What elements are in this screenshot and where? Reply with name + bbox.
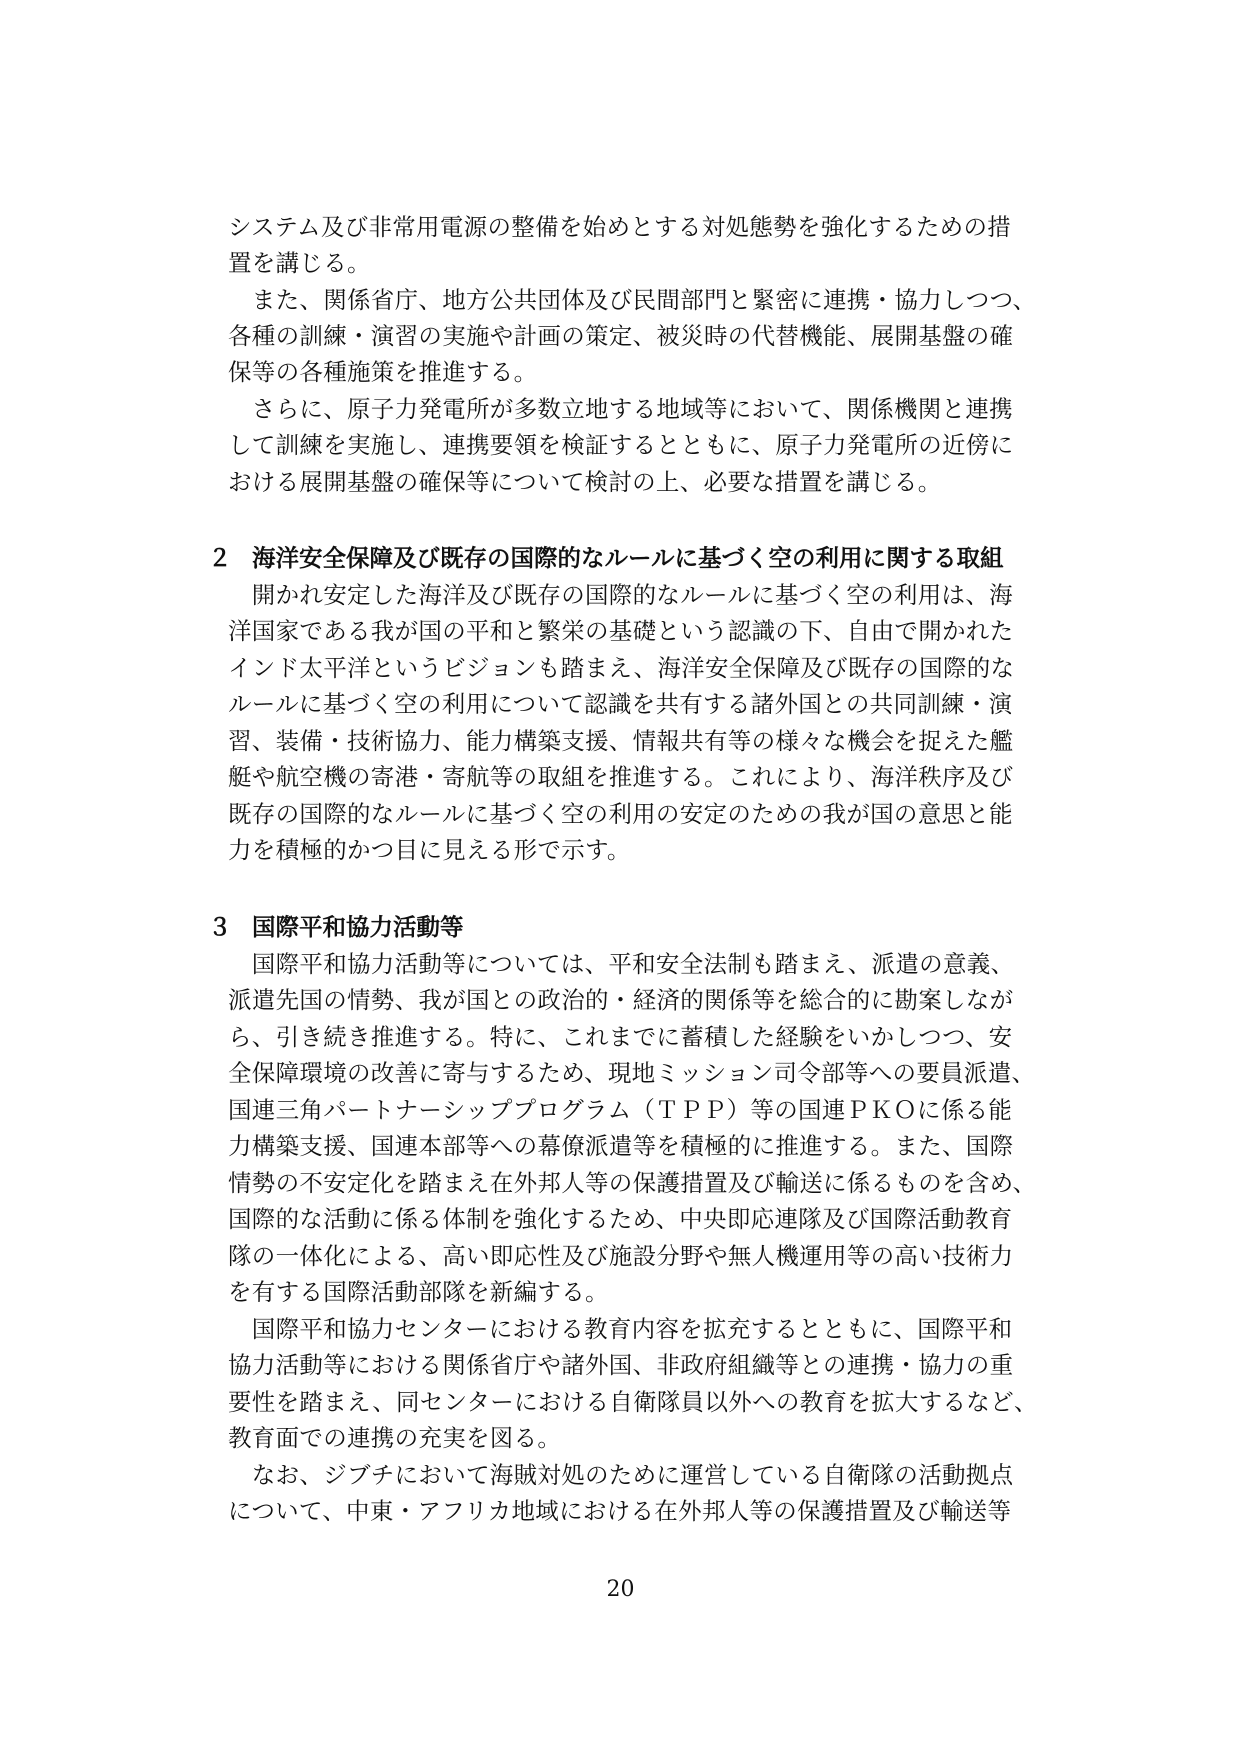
paragraph-line: 国連三角パートナーシッププログラム（ＴＰＰ）等の国連ＰＫＯに係る能 — [228, 1096, 1013, 1124]
paragraph-line: 置を講じる。 — [228, 249, 371, 277]
paragraph-line: を有する国際活動部隊を新編する。 — [228, 1278, 609, 1306]
paragraph-line: 全保障環境の改善に寄与するため、現地ミッション司令部等への要員派遣、 — [228, 1059, 1036, 1087]
paragraph-line: 協力活動等における関係省庁や諸外国、非政府組織等との連携・協力の重 — [228, 1351, 1014, 1379]
paragraph-line: して訓練を実施し、連携要領を検証するとともに、原子力発電所の近傍に — [228, 431, 1014, 459]
paragraph-line: インド太平洋というビジョンも踏まえ、海洋安全保障及び既存の国際的な — [228, 654, 1015, 682]
paragraph-line: ルールに基づく空の利用について認識を共有する諸外国との共同訓練・演 — [228, 690, 1013, 718]
paragraph-line: 習、装備・技術協力、能力構築支援、情報共有等の様々な機会を捉えた艦 — [228, 727, 1014, 755]
paragraph-line: 既存の国際的なルールに基づく空の利用の安定のための我が国の意思と能 — [228, 800, 1013, 828]
paragraph-line: 要性を踏まえ、同センターにおける自衛隊員以外への教育を拡大するなど、 — [228, 1388, 1038, 1416]
paragraph-line: 力を積極的かつ目に見える形で示す。 — [228, 836, 631, 864]
paragraph-line: 国際平和協力センターにおける教育内容を拡充するとともに、国際平和 — [228, 1315, 1013, 1343]
paragraph-line: 開かれ安定した海洋及び既存の国際的なルールに基づく空の利用は、海 — [228, 581, 1013, 609]
paragraph-line: 保等の各種施策を推進する。 — [228, 358, 538, 386]
section-number: ３ — [208, 913, 232, 941]
paragraph-line: 派遣先国の情勢、我が国との政治的・経済的関係等を総合的に勘案しなが — [228, 986, 1014, 1014]
paragraph-line: おける展開基盤の確保等について検討の上、必要な措置を講じる。 — [228, 468, 942, 496]
paragraph-line: 隊の一体化による、高い即応性及び施設分野や無人機運用等の高い技術力 — [228, 1242, 1014, 1270]
page-number: 20 — [606, 1577, 635, 1602]
paragraph-line: なお、ジブチにおいて海賊対処のために運営している自衛隊の活動拠点 — [228, 1461, 1014, 1489]
section-heading-2 — [208, 542, 1004, 574]
paragraph-line: 情勢の不安定化を踏まえ在外邦人等の保護措置及び輸送に係るものを含め、 — [228, 1169, 1037, 1197]
paragraph-line: 国際平和協力活動等については、平和安全法制も踏まえ、派遣の意義、 — [228, 950, 1015, 978]
paragraph-line: システム及び非常用電源の整備を始めとする対処態勢を強化するための措 — [228, 213, 1012, 241]
paragraph-line: 艇や航空機の寄港・寄航等の取組を推進する。これにより、海洋秩序及び — [228, 763, 1014, 791]
section-title: 国際平和協力活動等 — [252, 913, 464, 941]
paragraph-line: さらに、原子力発電所が多数立地する地域等において、関係機関と連携 — [228, 395, 1013, 423]
paragraph-line: 各種の訓練・演習の実施や計画の策定、被災時の代替機能、展開基盤の確 — [228, 322, 1014, 350]
section-title: 海洋安全保障及び既存の国際的なルールに基づく空の利用に関する取組 — [252, 544, 1004, 572]
section-number: ２ — [208, 544, 232, 572]
paragraph-line: また、関係省庁、地方公共団体及び民間部門と緊密に連携・協力しつつ、 — [228, 286, 1037, 314]
paragraph-line: 力構築支援、国連本部等への幕僚派遣等を積極的に推進する。また、国際 — [228, 1132, 1014, 1160]
paragraph-line: ら、引き続き推進する。特に、これまでに蓄積した経験をいかしつつ、安 — [228, 1023, 1013, 1051]
section-heading-3 — [208, 911, 464, 943]
paragraph-line: 国際的な活動に係る体制を強化するため、中央即応連隊及び国際活動教育 — [228, 1205, 1013, 1233]
paragraph-line: 教育面での連携の充実を図る。 — [228, 1424, 562, 1452]
paragraph-line: 洋国家である我が国の平和と繁栄の基礎という認識の下、自由で開かれた — [228, 617, 1014, 645]
paragraph-line: について、中東・アフリカ地域における在外邦人等の保護措置及び輸送等 — [228, 1497, 1012, 1525]
